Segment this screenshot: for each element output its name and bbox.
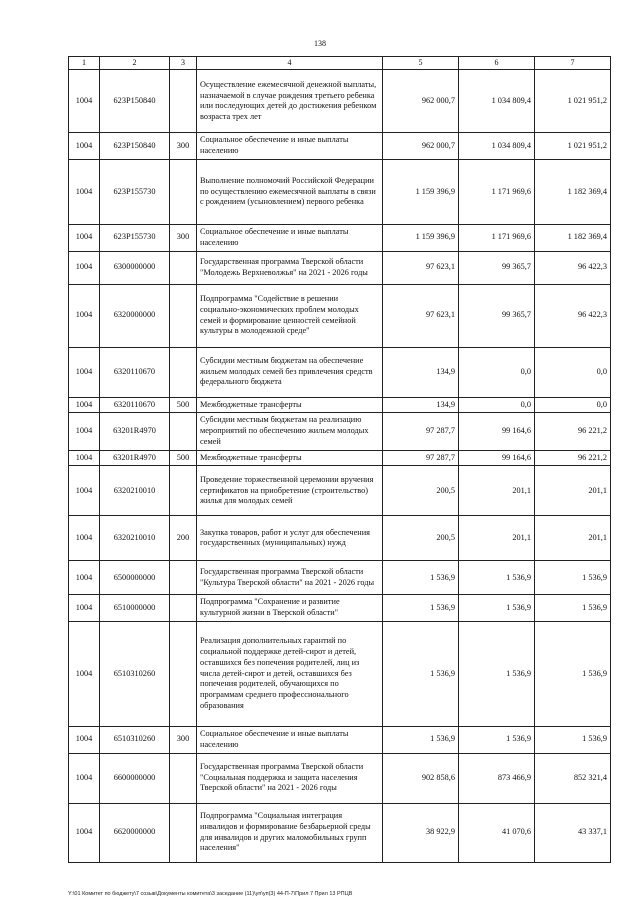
amount-year3-cell: 96 422,3 (535, 284, 611, 347)
page-number: 138 (314, 39, 326, 48)
section-cell: 1004 (69, 803, 100, 862)
target-article-cell: 6320210010 (100, 466, 170, 516)
table-row (69, 224, 611, 251)
table-body (69, 57, 611, 863)
expense-type-cell (170, 70, 197, 133)
amount-year2-cell: 0,0 (459, 347, 535, 397)
amount-year2-cell: 41 070,6 (459, 803, 535, 862)
item-name-cell: Субсидии местным бюджетам на обеспечение жильем молодых семей без привлечения средств федерального бюджета (197, 347, 383, 397)
target-article-cell: 6510000000 (100, 595, 170, 622)
table-header-row (69, 57, 611, 70)
table-row (69, 726, 611, 753)
table-row (69, 595, 611, 622)
target-article-cell: 623P155730 (100, 159, 170, 224)
expense-type-cell (170, 803, 197, 862)
item-name-cell: Подпрограмма "Социальная интеграция инвалидов и формирование безбарьерной среды для инвалидов и других маломобильных групп населения" (197, 803, 383, 862)
item-name-cell: Закупка товаров, работ и услуг для обеспечения государственных (муниципальных) нужд (197, 516, 383, 561)
section-cell: 1004 (69, 450, 100, 466)
table-row (69, 753, 611, 803)
table-row (69, 133, 611, 160)
item-name-cell: Реализация дополнительных гарантий по социальной поддержке детей-сирот и детей, оставшихся без попечения родителей, лиц из числа детей-сирот и детей, оставшихся без попечения родителей, обучающихся по программам среднего профессионального образования (197, 621, 383, 726)
target-article-cell: 6320210010 (100, 516, 170, 561)
expense-type-cell: 200 (170, 516, 197, 561)
amount-year3-cell: 1 536,9 (535, 561, 611, 595)
target-article-cell: 6320110670 (100, 397, 170, 413)
amount-year3-cell: 1 536,9 (535, 621, 611, 726)
target-article-cell: 6510310260 (100, 726, 170, 753)
expense-type-cell: 300 (170, 726, 197, 753)
table-row (69, 397, 611, 413)
table-row (69, 159, 611, 224)
target-article-cell: 623P150840 (100, 133, 170, 160)
amount-year3-cell: 1 182 369,4 (535, 159, 611, 224)
expense-type-cell (170, 466, 197, 516)
target-article-cell: 63201R4970 (100, 450, 170, 466)
section-cell: 1004 (69, 284, 100, 347)
amount-year2-cell: 1 536,9 (459, 621, 535, 726)
amount-year3-cell: 1 021 951,2 (535, 133, 611, 160)
expense-type-cell (170, 284, 197, 347)
table-row (69, 347, 611, 397)
amount-year2-cell: 1 536,9 (459, 595, 535, 622)
amount-year1-cell: 1 536,9 (383, 595, 459, 622)
section-cell: 1004 (69, 621, 100, 726)
expense-type-cell (170, 159, 197, 224)
target-article-cell: 623P155730 (100, 224, 170, 251)
section-cell: 1004 (69, 753, 100, 803)
amount-year2-cell: 1 034 809,4 (459, 133, 535, 160)
amount-year3-cell: 96 422,3 (535, 251, 611, 284)
table-row (69, 561, 611, 595)
table-row (69, 70, 611, 133)
expense-type-cell (170, 621, 197, 726)
target-article-cell: 6510310260 (100, 621, 170, 726)
amount-year2-cell: 1 536,9 (459, 726, 535, 753)
section-cell: 1004 (69, 397, 100, 413)
item-name-cell: Социальное обеспечение и иные выплаты населению (197, 224, 383, 251)
section-cell: 1004 (69, 133, 100, 160)
section-cell: 1004 (69, 347, 100, 397)
amount-year2-cell: 201,1 (459, 466, 535, 516)
item-name-cell: Проведение торжественной церемонии вручения сертификатов на приобретение (строительство) жилья для молодых семей (197, 466, 383, 516)
amount-year3-cell: 201,1 (535, 466, 611, 516)
expense-type-cell (170, 753, 197, 803)
amount-year3-cell: 0,0 (535, 347, 611, 397)
amount-year1-cell: 200,5 (383, 466, 459, 516)
amount-year1-cell: 38 922,9 (383, 803, 459, 862)
amount-year1-cell: 902 858,6 (383, 753, 459, 803)
section-cell: 1004 (69, 251, 100, 284)
target-article-cell: 6600000000 (100, 753, 170, 803)
expense-type-cell (170, 413, 197, 450)
amount-year1-cell: 134,9 (383, 347, 459, 397)
amount-year2-cell: 99 164,6 (459, 450, 535, 466)
amount-year1-cell: 97 623,1 (383, 251, 459, 284)
table-row (69, 516, 611, 561)
item-name-cell: Выполнение полномочий Российской Федерации по осуществлению ежемесячной выплаты в связи с рождением (усыновлением) первого ребенка (197, 159, 383, 224)
expense-type-cell (170, 595, 197, 622)
expense-type-cell: 300 (170, 224, 197, 251)
amount-year2-cell: 1 171 969,6 (459, 159, 535, 224)
amount-year3-cell: 1 021 951,2 (535, 70, 611, 133)
item-name-cell: Социальное обеспечение и иные выплаты населению (197, 726, 383, 753)
target-article-cell: 6620000000 (100, 803, 170, 862)
target-article-cell: 63201R4970 (100, 413, 170, 450)
amount-year3-cell: 1 536,9 (535, 595, 611, 622)
target-article-cell: 6500000000 (100, 561, 170, 595)
item-name-cell: Социальное обеспечение и иные выплаты населению (197, 133, 383, 160)
expense-type-cell (170, 347, 197, 397)
item-name-cell: Подпрограмма "Содействие в решении социально-экономических проблем молодых семей и формирование ценностей семейной культуры в молодежной среде" (197, 284, 383, 347)
amount-year2-cell: 1 171 969,6 (459, 224, 535, 251)
amount-year3-cell: 96 221,2 (535, 450, 611, 466)
amount-year3-cell: 43 337,1 (535, 803, 611, 862)
amount-year3-cell: 201,1 (535, 516, 611, 561)
header-cell: 7 (535, 57, 611, 70)
amount-year3-cell: 96 221,2 (535, 413, 611, 450)
table-row (69, 413, 611, 450)
header-cell: 1 (69, 57, 100, 70)
item-name-cell: Межбюджетные трансферты (197, 397, 383, 413)
amount-year1-cell: 200,5 (383, 516, 459, 561)
header-cell: 3 (170, 57, 197, 70)
amount-year1-cell: 1 536,9 (383, 561, 459, 595)
expense-type-cell (170, 561, 197, 595)
section-cell: 1004 (69, 70, 100, 133)
amount-year1-cell: 1 536,9 (383, 621, 459, 726)
amount-year2-cell: 99 164,6 (459, 413, 535, 450)
target-article-cell: 6300000000 (100, 251, 170, 284)
item-name-cell: Подпрограмма "Сохранение и развитие культурной жизни в Тверской области" (197, 595, 383, 622)
amount-year2-cell: 1 536,9 (459, 561, 535, 595)
expense-type-cell (170, 251, 197, 284)
amount-year1-cell: 97 287,7 (383, 413, 459, 450)
section-cell: 1004 (69, 159, 100, 224)
table-row (69, 251, 611, 284)
item-name-cell: Государственная программа Тверской области "Социальная поддержка и защита населения Тверской области" на 2021 - 2026 годы (197, 753, 383, 803)
amount-year3-cell: 1 536,9 (535, 726, 611, 753)
expense-type-cell: 500 (170, 397, 197, 413)
amount-year1-cell: 1 536,9 (383, 726, 459, 753)
amount-year2-cell: 873 466,9 (459, 753, 535, 803)
amount-year1-cell: 97 623,1 (383, 284, 459, 347)
amount-year3-cell: 852 321,4 (535, 753, 611, 803)
header-cell: 5 (383, 57, 459, 70)
amount-year2-cell: 99 365,7 (459, 284, 535, 347)
section-cell: 1004 (69, 595, 100, 622)
section-cell: 1004 (69, 561, 100, 595)
amount-year1-cell: 962 000,7 (383, 70, 459, 133)
amount-year2-cell: 99 365,7 (459, 251, 535, 284)
section-cell: 1004 (69, 516, 100, 561)
expense-type-cell: 300 (170, 133, 197, 160)
table-row (69, 466, 611, 516)
target-article-cell: 623P150840 (100, 70, 170, 133)
table-row (69, 621, 611, 726)
table-row (69, 284, 611, 347)
amount-year1-cell: 1 159 396,9 (383, 224, 459, 251)
amount-year2-cell: 1 034 809,4 (459, 70, 535, 133)
section-cell: 1004 (69, 726, 100, 753)
amount-year3-cell: 1 182 369,4 (535, 224, 611, 251)
target-article-cell: 6320110670 (100, 347, 170, 397)
budget-table (68, 56, 611, 863)
amount-year1-cell: 962 000,7 (383, 133, 459, 160)
item-name-cell: Государственная программа Тверской области "Молодежь Верхневолжья" на 2021 - 2026 годы (197, 251, 383, 284)
target-article-cell: 6320000000 (100, 284, 170, 347)
item-name-cell: Межбюджетные трансферты (197, 450, 383, 466)
expense-type-cell: 500 (170, 450, 197, 466)
table-row (69, 450, 611, 466)
item-name-cell: Государственная программа Тверской области "Культура Тверской области" на 2021 - 2026 годы (197, 561, 383, 595)
section-cell: 1004 (69, 224, 100, 251)
header-cell: 6 (459, 57, 535, 70)
amount-year2-cell: 0,0 (459, 397, 535, 413)
item-name-cell: Субсидии местным бюджетам на реализацию мероприятий по обеспечению жильем молодых семей (197, 413, 383, 450)
header-cell: 4 (197, 57, 383, 70)
amount-year1-cell: 134,9 (383, 397, 459, 413)
header-cell: 2 (100, 57, 170, 70)
file-path-footer: Y:\01 Комитет по бюджету\7 созыв\Документы комитета\3 заседание (11)\уп\уп(3) 44-П-7\Прил 7 Прил 13 РПЦВ (68, 891, 353, 897)
amount-year1-cell: 97 287,7 (383, 450, 459, 466)
table-row (69, 803, 611, 862)
amount-year1-cell: 1 159 396,9 (383, 159, 459, 224)
amount-year2-cell: 201,1 (459, 516, 535, 561)
amount-year3-cell: 0,0 (535, 397, 611, 413)
section-cell: 1004 (69, 413, 100, 450)
item-name-cell: Осуществление ежемесячной денежной выплаты, назначаемой в случае рождения третьего ребенка или последующих детей до достижения ребенком возраста трех лет (197, 70, 383, 133)
section-cell: 1004 (69, 466, 100, 516)
